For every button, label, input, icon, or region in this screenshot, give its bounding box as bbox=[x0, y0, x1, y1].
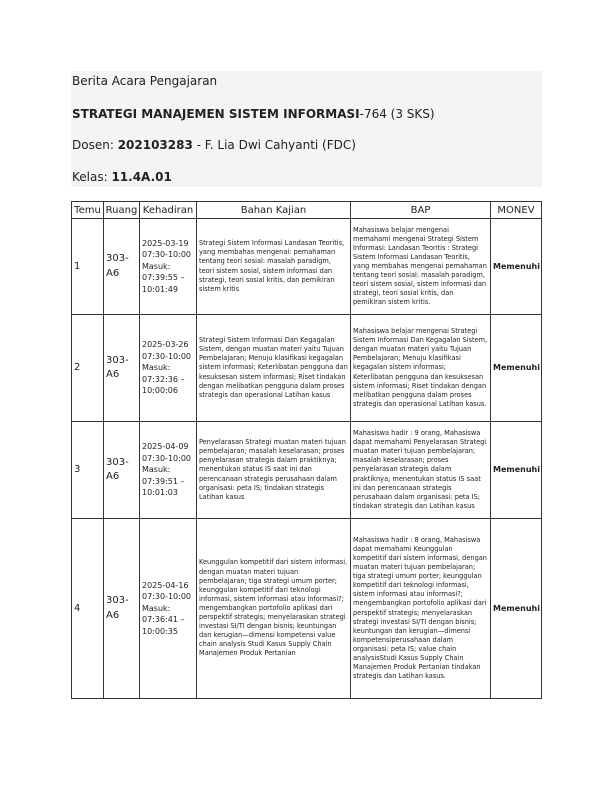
course-code: -764 (3 SKS) bbox=[359, 107, 435, 121]
table-header-row bbox=[72, 202, 542, 219]
cell-temu: 4 bbox=[72, 519, 104, 699]
column-header-monev: MONEV bbox=[491, 202, 542, 219]
cell-bap: Mahasiswa belajar mengenai Strategi Sistem Informasi Dan Kegagalan Sistem, dengan muatan materi yaitu Tujuan Pembelajaran; Menuju klasifikasi kegagalan sistem informasi; Keterlibatan pengguna dan kesuksesan sistem informasi; Riset tindakan dengan melibatkan pengguna dalam proses strategis dan operasional Latihan kasus. bbox=[351, 315, 491, 422]
cell-bahan-kajian: Strategi Sistem Informasi Landasan Teoritis, yang membahas mengenai: pemahaman tentang teori sosial: masalah paradigm, teori sistem sosial, sistem informasi dan strategi, teori sosial kritis, dan pemikiran sistem kritis bbox=[197, 219, 351, 315]
cell-temu: 2 bbox=[72, 315, 104, 422]
teaching-record-table bbox=[71, 201, 542, 699]
lecturer-line bbox=[72, 138, 356, 152]
lecturer-id: 202103283 bbox=[117, 138, 193, 152]
cell-ruang: 303-A6 bbox=[104, 315, 140, 422]
cell-ruang: 303-A6 bbox=[104, 219, 140, 315]
column-header-kehadiran: Kehadiran bbox=[140, 202, 197, 219]
column-header-bap: BAP bbox=[351, 202, 491, 219]
table-row bbox=[72, 519, 542, 699]
lecturer-name: - F. Lia Dwi Cahyanti (FDC) bbox=[192, 138, 356, 152]
cell-bahan-kajian: Keunggulan kompetitif dari sistem informasi, dengan muatan materi tujuan pembelajaran; tiga strategi umum porter; keunggulan kompetitif dari teknologi informasi, sistem informasi atau informasi?; mengembangkan portofolio aplikasi dari perspektif strategis; menyelaraskan strategi investasi SI/TI dengan bisnis; keuntungan dan kerugian—dimensi kompetensi value chain analysis Studi Kasus Supply Chain Manajemen Produk Pertanian bbox=[197, 519, 351, 699]
table-row bbox=[72, 422, 542, 519]
document-title: Berita Acara Pengajaran bbox=[72, 74, 218, 88]
table-row bbox=[72, 219, 542, 315]
cell-kehadiran: 2025-04-16 07:30-10:00 Masuk: 07:36:41 – 10:00:35 bbox=[140, 519, 197, 699]
class-label: Kelas: bbox=[72, 170, 112, 184]
cell-kehadiran: 2025-04-09 07:30-10:00 Masuk: 07:39:51 – 10:01:03 bbox=[140, 422, 197, 519]
cell-bap: Mahasiswa hadir : 8 orang, Mahasiswa dapat memahami Keunggulan kompetitif dari sistem informasi, dengan muatan materi tujuan pembelajaran; tiga strategi umum porter; keunggulan kompetitif dari teknologi informasi, sistem informasi atau informasi?; mengembangkan portofolio aplikasi dari perspektif strategis; menyelaraskan strategi investasi SI/TI dengan bisnis; keuntungan dan kerugian—dimensi kompetensiperusahaan dalam organisasi: peta IS; value chain analysisStudi Kasus Supply Chain Manajemen Produk Pertanian tindakan strategis dan Latihan kasus. bbox=[351, 519, 491, 699]
cell-bap: Mahasiswa belajar mengenai memahami mengenai Strategi Sistem Informasi: Landasan Teoritis : Strategi Sistem Informasi Landasan Teoritis, yang membahas mengenai pemahaman tentang teori sosial: masalah paradigm, teori sistem sosial, sistem informasi dan strategi, teori sosial kritis, dan pemikiran sistem kritis. bbox=[351, 219, 491, 315]
document-header bbox=[71, 71, 542, 187]
cell-temu: 3 bbox=[72, 422, 104, 519]
cell-monev: Memenuhi bbox=[491, 519, 542, 699]
table-row bbox=[72, 315, 542, 422]
cell-monev: Memenuhi bbox=[491, 422, 542, 519]
cell-bahan-kajian: Strategi Sistem Informasi Dan Kegagalan Sistem, dengan muatan materi yaitu Tujuan Pembelajaran; Menuju klasifikasi kegagalan sistem informasi; Keterlibatan pengguna dan kesuksesan sistem informasi; Riset tindakan dengan melibatkan pengguna dalam proses strategis dan operasional Latihan kasus bbox=[197, 315, 351, 422]
cell-kehadiran: 2025-03-26 07:30-10:00 Masuk: 07:32:36 – 10:00:06 bbox=[140, 315, 197, 422]
column-header-bahan-kajian: Bahan Kajian bbox=[197, 202, 351, 219]
lecturer-label: Dosen: bbox=[72, 138, 118, 152]
class-value: 11.4A.01 bbox=[111, 170, 172, 184]
cell-monev: Memenuhi bbox=[491, 219, 542, 315]
cell-ruang: 303-A6 bbox=[104, 519, 140, 699]
column-header-ruang: Ruang bbox=[104, 202, 140, 219]
cell-bap: Mahasiswa hadir : 9 orang, Mahasiswa dapat memahami Penyelarasan Strategi muatan materi tujuan pembelajaran; masalah keselarasan; proses penyelarasan strategis dalam praktiknya; menentukan status IS saat ini dan perencanaan strategis perusahaan dalam organisasi: peta IS; tindakan strategis dan Latihan kasus bbox=[351, 422, 491, 519]
cell-temu: 1 bbox=[72, 219, 104, 315]
cell-bahan-kajian: Penyelarasan Strategi muatan materi tujuan pembelajaran; masalah keselarasan; proses penyelarasan strategis dalam praktiknya; menentukan status IS saat ini dan perencanaan strategis perusahaan dalam organisasi: peta IS; tindakan strategis Latihan kasus bbox=[197, 422, 351, 519]
cell-ruang: 303-A6 bbox=[104, 422, 140, 519]
course-name: STRATEGI MANAJEMEN SISTEM INFORMASI bbox=[72, 107, 360, 121]
column-header-temu: Temu bbox=[72, 202, 104, 219]
course-line bbox=[72, 107, 435, 121]
cell-kehadiran: 2025-03-19 07:30-10:00 Masuk: 07:39:55 – 10:01:49 bbox=[140, 219, 197, 315]
class-line bbox=[72, 170, 172, 184]
cell-monev: Memenuhi bbox=[491, 315, 542, 422]
